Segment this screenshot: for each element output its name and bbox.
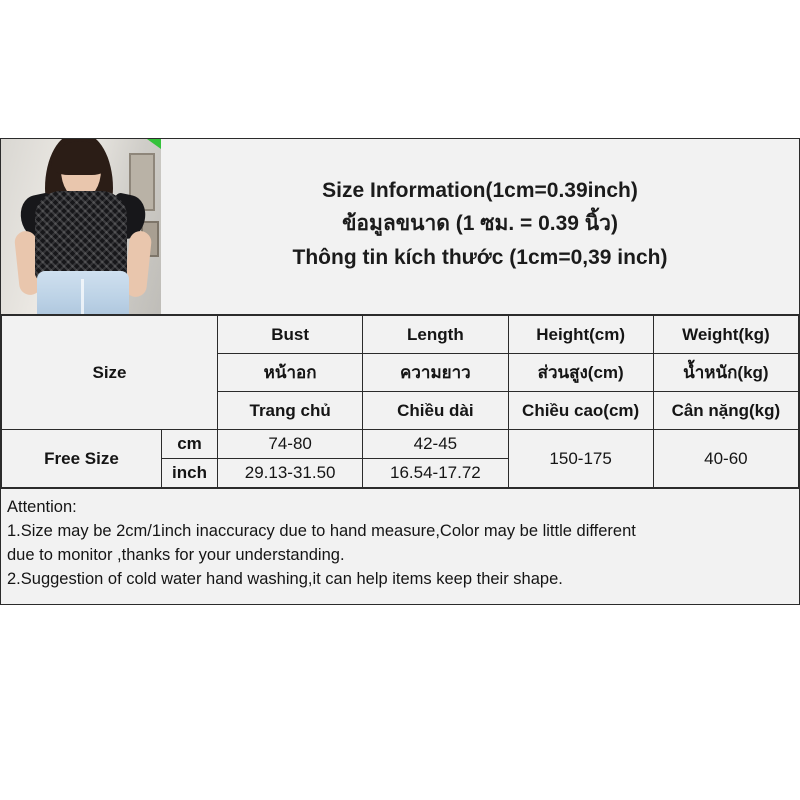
title-line-en: Size Information(1cm=0.39inch) (322, 179, 638, 203)
attention-line-2: due to monitor ,thanks for your understanding. (7, 545, 345, 564)
attention-line-1: 1.Size may be 2cm/1inch inaccuracy due to hand measure,Color may be little different (7, 521, 636, 540)
title-line-vi: Thông tin kích thước (1cm=0,39 inch) (292, 245, 668, 269)
header-height-th: ส่วนสูง(cm) (508, 354, 653, 392)
product-photo-image (1, 139, 161, 314)
attention-block (1, 488, 799, 604)
attention-line-3: 2.Suggestion of cold water hand washing,it can help items keep their shape. (7, 569, 563, 588)
value-weight: 40-60 (653, 430, 798, 488)
unit-cm: cm (162, 430, 218, 459)
table-row-header-en (2, 316, 799, 354)
header-bust-en: Bust (218, 316, 363, 354)
value-length-cm: 42-45 (363, 430, 508, 459)
header-weight-vi: Cân nặng(kg) (653, 392, 798, 430)
header-height-vi: Chiều cao(cm) (508, 392, 653, 430)
row-label-free-size: Free Size (2, 430, 162, 488)
attention-heading: Attention: (7, 498, 77, 516)
chart-header-band (1, 139, 799, 315)
value-height: 150-175 (508, 430, 653, 488)
size-column-label: Size (2, 316, 218, 430)
value-bust-inch: 29.13-31.50 (218, 459, 363, 488)
header-height-en: Height(cm) (508, 316, 653, 354)
table-row-cm (2, 430, 799, 459)
product-photo (1, 139, 161, 314)
size-chart-card (0, 138, 800, 605)
size-table (1, 315, 799, 488)
header-weight-en: Weight(kg) (653, 316, 798, 354)
value-length-inch: 16.54-17.72 (363, 459, 508, 488)
header-weight-th: น้ำหนัก(kg) (653, 354, 798, 392)
unit-inch: inch (162, 459, 218, 488)
header-length-en: Length (363, 316, 508, 354)
chart-titles (161, 139, 799, 314)
title-line-th: ข้อมูลขนาด (1 ซม. = 0.39 นิ้ว) (342, 212, 618, 236)
header-length-th: ความยาว (363, 354, 508, 392)
model-denim-shorts (37, 271, 129, 314)
model-knit-top (35, 191, 127, 281)
header-length-vi: Chiều dài (363, 392, 508, 430)
header-bust-vi: Trang chủ (218, 392, 363, 430)
value-bust-cm: 74-80 (218, 430, 363, 459)
header-bust-th: หน้าอก (218, 354, 363, 392)
